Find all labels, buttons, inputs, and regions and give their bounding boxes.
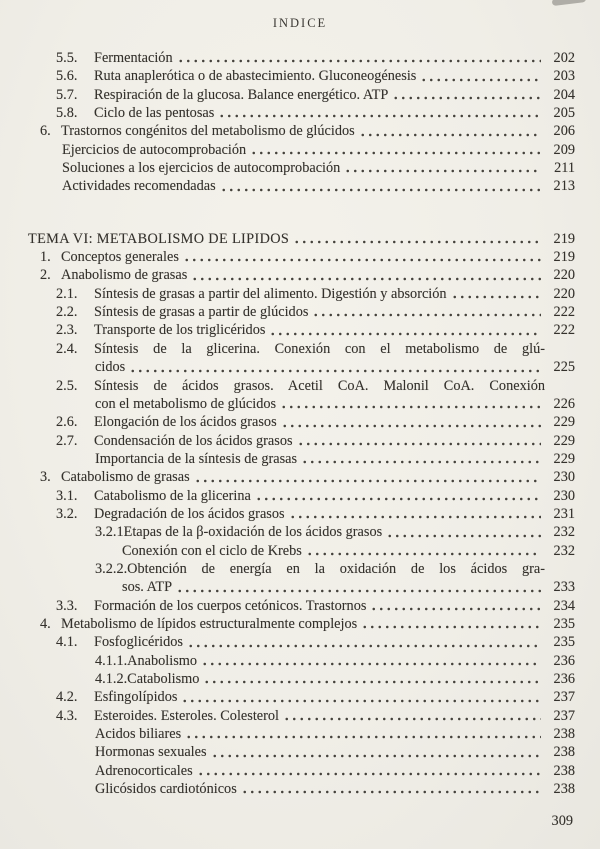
dot-leader xyxy=(269,321,541,339)
dot-leader xyxy=(194,468,541,486)
entry-number: 6. xyxy=(40,123,51,140)
dot-leader xyxy=(359,122,541,140)
entry-page: 219 xyxy=(553,249,575,266)
entry-number: 5.8. xyxy=(56,105,78,122)
toc-entry xyxy=(95,670,575,688)
entry-title: Síntesis de grasas a partir de glúcidos xyxy=(94,304,309,321)
dot-leader xyxy=(392,86,541,104)
entry-page: 225 xyxy=(553,359,575,376)
entry-title: Ruta anaplerótica o de abastecimiento. Gluconeogénesis xyxy=(94,68,417,85)
dot-leader xyxy=(370,597,541,615)
toc-entry xyxy=(95,450,575,468)
entry-number: 3.2. xyxy=(56,505,78,522)
toc-entry xyxy=(56,413,575,431)
entry-title: Adrenocorticales xyxy=(95,762,193,779)
entry-page: 204 xyxy=(553,86,575,103)
entry-page: 219 xyxy=(553,230,575,247)
entry-number: 2. xyxy=(40,267,51,284)
toc-list xyxy=(0,31,600,798)
entry-page: 213 xyxy=(553,178,575,195)
entry-title: Metabolismo de lípidos estructuralmente complejos xyxy=(61,615,358,632)
entry-number: 4.1.1. xyxy=(95,652,128,669)
entry-page: 232 xyxy=(553,542,575,559)
entry-page: 237 xyxy=(553,707,575,724)
entry-title: Conexión con el ciclo de Krebs xyxy=(122,542,302,559)
dot-leader xyxy=(241,780,541,798)
toc-entry xyxy=(56,67,575,85)
entry-number: 5.5. xyxy=(56,50,78,66)
entry-number: 3.2.2. xyxy=(95,560,128,577)
toc-entry xyxy=(40,122,575,140)
entry-title: Formación de los cuerpos cetónicos. Trastornos xyxy=(94,597,367,614)
page-number: 309 xyxy=(551,813,573,829)
entry-number: 2.4. xyxy=(56,340,78,357)
dot-leader xyxy=(293,230,541,248)
dot-leader xyxy=(220,177,541,195)
dot-leader xyxy=(211,743,541,761)
entry-number: 4. xyxy=(40,615,51,632)
entry-title: Catabolismo de la glicerina xyxy=(94,487,251,504)
entry-number: 3.1. xyxy=(56,487,78,504)
toc-entry xyxy=(56,303,575,321)
entry-page: 238 xyxy=(553,762,575,779)
entry-title: sos. ATP xyxy=(122,579,173,596)
toc-entry xyxy=(95,560,575,578)
entry-title: Anabolismo xyxy=(127,652,198,669)
dot-leader xyxy=(176,578,541,596)
entry-number: 5.7. xyxy=(56,86,78,103)
entry-page: 209 xyxy=(553,141,575,158)
entry-number: 4.1.2. xyxy=(95,671,128,687)
entry-page: 230 xyxy=(553,469,575,486)
entry-title: Trastornos congénitos del metabolismo de glúcidos xyxy=(61,123,355,140)
toc-entry xyxy=(95,725,575,743)
entry-page: 226 xyxy=(553,395,575,412)
toc-entry xyxy=(95,358,575,376)
dot-leader xyxy=(191,266,541,284)
dot-leader xyxy=(201,652,541,670)
toc-entry xyxy=(95,652,575,670)
entry-number: 2.5. xyxy=(56,377,78,394)
dot-leader xyxy=(281,413,541,431)
toc-entry xyxy=(122,542,575,560)
entry-page: 202 xyxy=(553,50,575,66)
toc-entry xyxy=(40,266,575,284)
toc-entry xyxy=(40,248,575,266)
entry-page: 222 xyxy=(553,304,575,321)
toc-entry xyxy=(40,615,575,633)
entry-title: Degradación de los ácidos grasos xyxy=(94,505,285,522)
entry-title: Síntesis de grasas a partir del alimento. Digestión y absorción xyxy=(94,285,447,302)
toc-entry xyxy=(95,780,575,798)
entry-number: 4.3. xyxy=(56,707,78,724)
entry-number: 4.1. xyxy=(56,634,78,651)
toc-entry xyxy=(56,86,575,104)
entry-title: Soluciones a los ejercicios de autocomprobación xyxy=(62,160,341,177)
entry-number: 1. xyxy=(40,249,51,266)
entry-page: 211 xyxy=(554,160,575,177)
entry-title: TEMA VI: METABOLISMO DE LIPIDOS xyxy=(28,230,290,247)
toc-entry xyxy=(56,377,575,395)
entry-number: 4.2. xyxy=(56,689,78,706)
entry-page: 233 xyxy=(553,579,575,596)
entry-title: Ciclo de las pentosas xyxy=(94,105,215,122)
entry-page: 238 xyxy=(553,744,575,761)
entry-title: Condensación de los ácidos grasos xyxy=(94,432,293,449)
toc-entry xyxy=(28,230,575,248)
entry-page: 205 xyxy=(553,105,575,122)
entry-number: 3. xyxy=(40,469,51,486)
entry-title: Importancia de la síntesis de grasas xyxy=(95,450,298,467)
dot-leader xyxy=(344,159,541,177)
entry-title: Transporte de los triglicéridos xyxy=(94,322,266,339)
toc-entry xyxy=(56,340,575,358)
entry-title: Etapas de la β-oxidación de los ácidos grasos xyxy=(123,524,383,541)
dot-leader xyxy=(361,615,541,633)
toc-entry xyxy=(122,578,575,596)
entry-page: 234 xyxy=(553,597,575,614)
toc-entry xyxy=(56,597,575,615)
entry-title: Fosfoglicéridos xyxy=(94,634,183,651)
toc-entry xyxy=(95,395,575,413)
entry-title: Esfingolípidos xyxy=(94,689,178,706)
entry-title: Catabolismo de grasas xyxy=(61,469,190,486)
toc-entry xyxy=(56,707,575,725)
entry-number: 3.3. xyxy=(56,597,78,614)
entry-title: Respiración de la glucosa. Balance energético. ATP xyxy=(94,86,389,103)
entry-page: 206 xyxy=(553,123,575,140)
entry-page: 230 xyxy=(553,487,575,504)
entry-title: Fermentación xyxy=(94,50,173,66)
entry-title: Actividades recomendadas xyxy=(62,178,216,195)
toc-entry xyxy=(95,523,575,541)
entry-page: 231 xyxy=(553,505,575,522)
dot-leader xyxy=(185,725,541,743)
entry-number: 2.6. xyxy=(56,414,78,431)
entry-page: 235 xyxy=(553,634,575,651)
dot-leader xyxy=(187,633,541,651)
entry-title: Conceptos generales xyxy=(61,249,179,266)
dot-leader xyxy=(218,104,541,122)
entry-number: 5.6. xyxy=(56,68,78,85)
entry-title: Síntesis de ácidos grasos. Acetil CoA. Malonil CoA. Conexión xyxy=(94,377,545,394)
toc-entry xyxy=(62,141,575,159)
entry-page: 236 xyxy=(553,652,575,669)
toc-entry xyxy=(62,177,575,195)
entry-title: Glicósidos cardiotónicos xyxy=(95,781,237,798)
entry-page: 236 xyxy=(553,671,575,687)
toc-entry xyxy=(56,487,575,505)
entry-title: Ejercicios de autocomprobación xyxy=(62,141,247,158)
entry-number: 2.3. xyxy=(56,322,78,339)
dot-leader xyxy=(306,542,541,560)
entry-page: 229 xyxy=(553,432,575,449)
entry-title: Esteroides. Esteroles. Colesterol xyxy=(94,707,280,724)
dot-leader xyxy=(183,248,541,266)
entry-title: Síntesis de la glicerina. Conexión con el metabolismo de glú- xyxy=(94,340,545,357)
toc-entry xyxy=(56,633,575,651)
entry-title: cidos xyxy=(95,359,126,376)
toc-entry xyxy=(56,285,575,303)
toc-entry xyxy=(56,688,575,706)
entry-number: 2.1. xyxy=(56,285,78,302)
entry-page: 220 xyxy=(553,285,575,302)
entry-title: Hormonas sexuales xyxy=(95,744,207,761)
entry-page: 229 xyxy=(553,450,575,467)
toc-entry xyxy=(56,432,575,450)
dot-leader xyxy=(197,762,541,780)
dot-leader xyxy=(312,303,541,321)
toc-entry xyxy=(62,159,575,177)
dot-leader xyxy=(181,688,541,706)
entry-title: Elongación de los ácidos grasos xyxy=(94,414,277,431)
toc-entry xyxy=(56,321,575,339)
entry-title: con el metabolismo de glúcidos xyxy=(95,395,277,412)
dot-leader xyxy=(177,49,541,67)
dot-leader xyxy=(203,670,541,688)
entry-page: 222 xyxy=(553,322,575,339)
dot-leader xyxy=(386,523,541,541)
entry-page: 232 xyxy=(553,524,575,541)
dot-leader xyxy=(297,432,541,450)
entry-title: Catabolismo xyxy=(127,671,200,687)
entry-number: 3.2.1 xyxy=(95,524,124,541)
toc-entry xyxy=(56,104,575,122)
toc-entry xyxy=(56,505,575,523)
toc-entry xyxy=(56,49,575,67)
dot-leader xyxy=(283,707,541,725)
dot-leader xyxy=(301,450,541,468)
entry-number: 2.2. xyxy=(56,304,78,321)
dot-leader xyxy=(451,285,541,303)
dot-leader xyxy=(280,395,541,413)
entry-page: 237 xyxy=(553,689,575,706)
entry-title: Obtención de energía en la oxidación de los ácidos gra- xyxy=(127,560,545,577)
dot-leader xyxy=(250,141,541,159)
entry-page: 220 xyxy=(553,267,575,284)
entry-page: 229 xyxy=(553,414,575,431)
toc-entry xyxy=(95,762,575,780)
entry-number: 2.7. xyxy=(56,432,78,449)
toc-entry xyxy=(40,468,575,486)
dot-leader xyxy=(420,67,541,85)
entry-page: 203 xyxy=(553,68,575,85)
dot-leader xyxy=(255,487,541,505)
entry-page: 238 xyxy=(553,781,575,798)
entry-title: Acidos biliares xyxy=(95,726,182,743)
dot-leader xyxy=(289,505,541,523)
entry-title: Anabolismo de grasas xyxy=(61,267,188,284)
page-title: INDICE xyxy=(272,16,328,30)
dot-leader xyxy=(129,358,541,376)
toc-entry xyxy=(95,743,575,761)
entry-page: 238 xyxy=(553,726,575,743)
entry-page: 235 xyxy=(553,615,575,632)
